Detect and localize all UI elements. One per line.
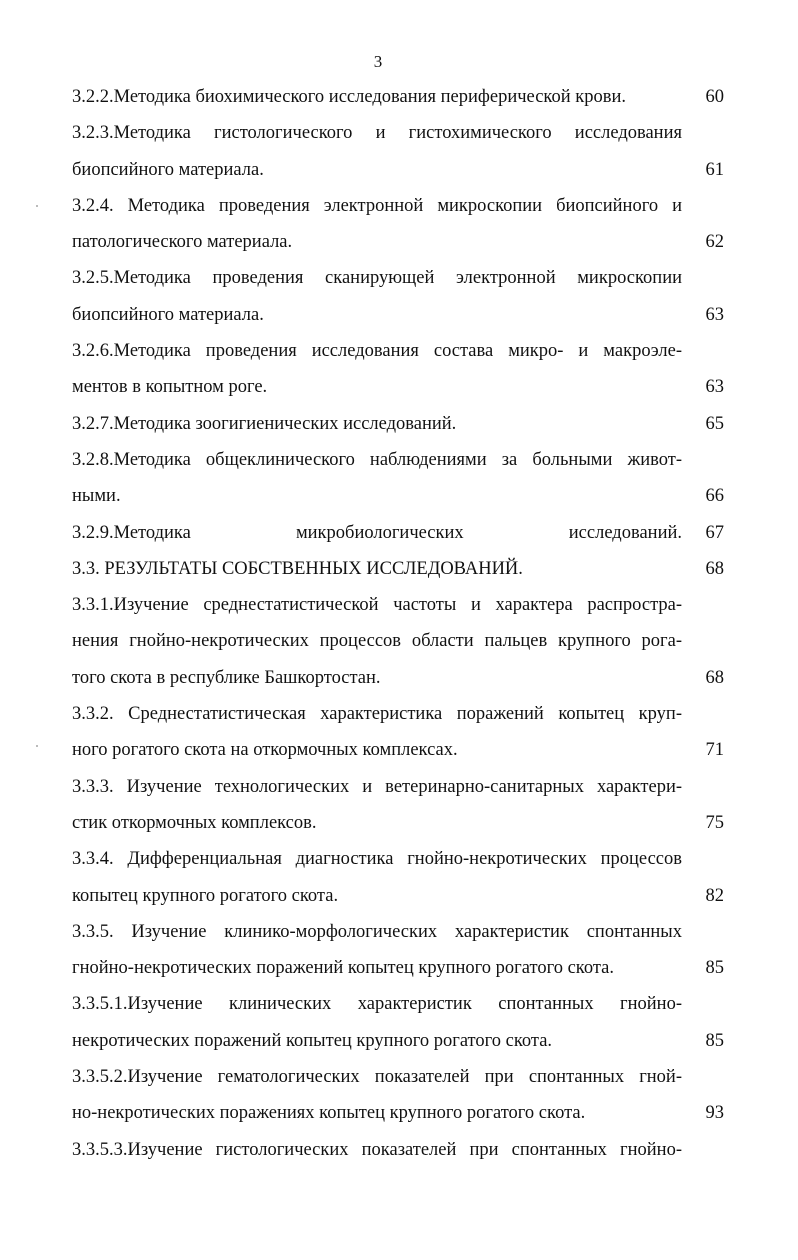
toc-line [72,810,732,846]
toc-page-ref: 85 [705,1030,724,1051]
toc-line [72,338,732,374]
toc-entry-text: ными. [72,486,121,507]
toc-line [72,411,732,447]
toc-entry-text: гнойно-некротических поражений копытец крупного рогатого скота. [72,958,615,979]
toc-entry-text: но-некротических поражениях копытец крупного рогатого скота. [72,1103,586,1124]
toc-page-ref: 60 [705,87,724,107]
toc-entry-text: биопсийного материала. [72,304,264,325]
toc-page-ref: 61 [705,159,724,180]
toc-entry-text: 3.3.3. Изучение технологических и ветеринарно-санитарных характери- [72,776,682,797]
toc-page-ref: 67 [705,522,724,543]
scan-artifact [36,745,38,747]
toc-line [72,265,732,301]
toc-line [72,737,732,773]
toc-page-ref: 82 [705,885,724,906]
toc-entry-text: 3.3.5.3.Изучение гистологических показателей при спонтанных гнойно- [72,1139,682,1160]
toc-entry-text: 3.2.3.Методика гистологического и гистохимического исследования [72,123,682,144]
toc-line [72,1100,732,1136]
toc-entry-text: 3.3. РЕЗУЛЬТАТЫ СОБСТВЕННЫХ ИССЛЕДОВАНИЙ. [72,558,523,579]
toc-line [72,302,732,338]
toc-page-ref: 68 [705,667,724,688]
toc-page-ref: 71 [705,740,724,761]
toc-page-ref: 63 [705,304,724,325]
toc-entry-text: 3.3.5.1.Изучение клинических характеристик спонтанных гнойно- [72,994,682,1015]
toc-line [72,919,732,955]
toc-entry-text: стик откормочных комплексов. [72,812,317,833]
toc-entry-text: 3.3.5.2.Изучение гематологических показателей при спонтанных гной- [72,1067,682,1088]
toc-entry-text: ного рогатого скота на откормочных комплексах. [72,740,458,761]
toc-entry-text: копытец крупного рогатого скота. [72,885,339,906]
toc-line [72,120,732,156]
toc-line [72,665,732,701]
toc-entry-text: ментов в копытном роге. [72,377,268,398]
toc-line [72,991,732,1027]
toc-line [72,1028,732,1064]
toc-entry-text: 3.2.9.Методика микробиологических исследований. [72,522,682,543]
toc-line [72,846,732,882]
toc-page-ref: 62 [705,232,724,253]
toc-line [72,628,732,664]
toc-line [72,483,732,519]
toc-entry-text: 3.2.8.Методика общеклинического наблюдениями за больными живот- [72,449,682,470]
toc-page-ref: 75 [705,812,724,833]
toc-line [72,157,732,193]
toc-line [72,701,732,737]
toc-entry-text: биопсийного материала. [72,159,264,180]
toc-page-ref: 66 [705,486,724,507]
toc-entry-text: нения гнойно-некротических процессов области пальцев крупного рога- [72,631,682,652]
toc-entry-text: 3.3.1.Изучение среднестатистической частоты и характера распростра- [72,595,682,616]
toc-entry-text: 3.3.5. Изучение клинико-морфологических характеристик спонтанных [72,921,682,942]
toc-line [72,193,732,229]
toc-line [72,1137,732,1173]
toc-page-ref: 68 [705,558,724,579]
toc-entry-text: некротических поражений копытец крупного рогатого скота. [72,1030,553,1051]
toc-line [72,1064,732,1100]
toc-entry-text: 3.3.4. Дифференциальная диагностика гнойно-некротических процессов [72,849,682,870]
toc-page-ref: 85 [705,958,724,979]
toc-entry-text: того скота в республике Башкортостан. [72,667,381,688]
toc-entry-text: 3.2.7.Методика зоогигиенических исследований. [72,413,457,434]
toc-entry-text: 3.2.6.Методика проведения исследования состава микро- и макроэле- [72,341,682,362]
toc-page-ref: 93 [705,1103,724,1124]
toc-line [72,955,732,991]
toc-page-ref: 65 [705,413,724,434]
toc-line [72,229,732,265]
toc-entry-text: 3.3.2. Среднестатистическая характеристика поражений копытец круп- [72,704,682,725]
toc-line [72,374,732,410]
toc-entry-text: 3.2.2.Методика биохимического исследования периферической крови. [72,87,626,107]
toc-entry-text: 3.2.4. Методика проведения электронной микроскопии биопсийного и [72,195,682,216]
scan-artifact [36,205,38,207]
toc-page-ref: 63 [705,377,724,398]
toc-line [72,883,732,919]
toc-line [72,520,732,556]
page-number: 3 [373,52,383,71]
toc-entry-text: патологического материала. [72,232,293,253]
toc-line [72,556,732,592]
toc-entry-text: 3.2.5.Методика проведения сканирующей электронной микроскопии [72,268,682,289]
toc-line [72,774,732,810]
table-of-contents [72,84,732,1173]
toc-line [72,592,732,628]
toc-line [72,84,732,120]
toc-line [72,447,732,483]
